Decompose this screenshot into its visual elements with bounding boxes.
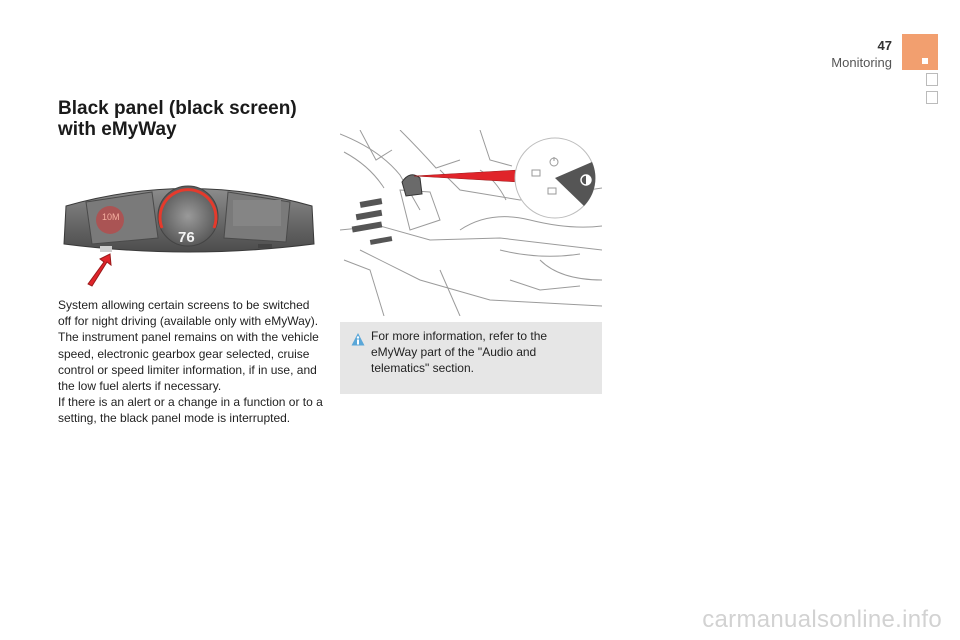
page-number: 47 — [877, 38, 892, 53]
nav-box-lower[interactable] — [926, 91, 938, 104]
console-controls-figure — [340, 130, 602, 316]
red-pointer-arrow — [414, 170, 518, 182]
info-text: For more information, refer to the eMyWay part of the "Audio and telematics" section. — [371, 329, 548, 376]
fuel-readout: 10M — [102, 212, 120, 222]
nav-box-upper[interactable] — [926, 73, 938, 86]
body-paragraph: If there is an alert or a change in a function or to a setting, the black panel mode is interrupted. — [58, 395, 323, 426]
body-paragraph: The instrument panel remains on with the vehicle speed, electronic gearbox gear selected, cruise control or speed limiter information, if in use, and the low fuel alerts if necessary. — [58, 330, 319, 394]
body-text — [58, 297, 323, 427]
chapter-tab[interactable] — [902, 34, 938, 70]
page-title-line-2: with eMyWay — [58, 119, 177, 140]
section-name: Monitoring — [831, 55, 892, 70]
info-icon — [350, 332, 366, 348]
page-title-line-1: Black panel (black screen) — [58, 98, 297, 119]
watermark: carmanualsonline.info — [702, 606, 942, 633]
red-pointer-arrow — [88, 254, 111, 286]
page-title — [58, 98, 358, 140]
info-box — [340, 322, 602, 394]
instrument-cluster-figure — [58, 176, 320, 296]
body-paragraph: System allowing certain screens to be switched off for night driving (available only with eMyWay). — [58, 298, 319, 329]
speed-display: 76 — [178, 229, 195, 246]
chapter-tab-marker — [922, 58, 928, 64]
